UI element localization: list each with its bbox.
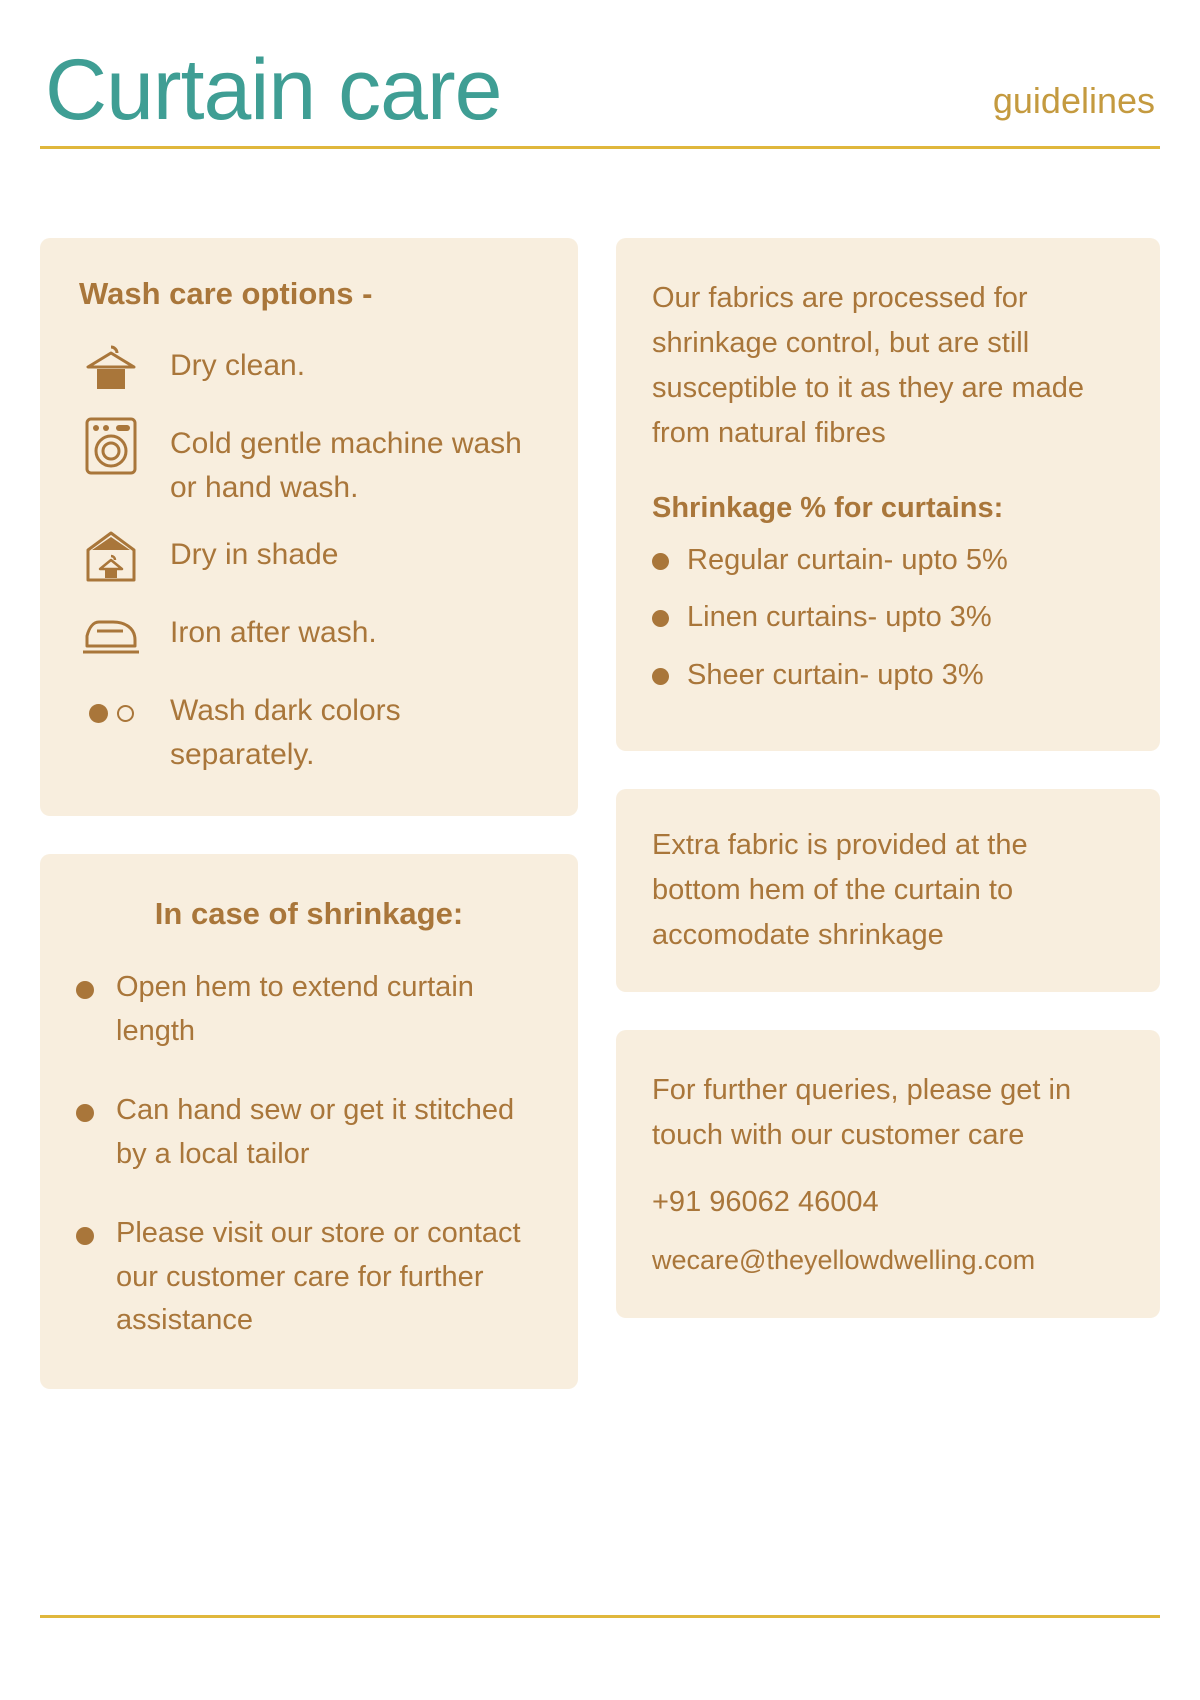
- page-title: Curtain care: [45, 42, 502, 138]
- list-item: [652, 596, 1124, 640]
- left-column: [40, 238, 578, 1389]
- shrinkage-bullet-list: [76, 966, 542, 1343]
- list-item: [74, 605, 544, 665]
- shrinkage-card: [40, 854, 578, 1389]
- two-dots-icon: [74, 683, 148, 743]
- list-item: [76, 1212, 542, 1343]
- fabric-info-card: [616, 238, 1160, 751]
- list-item: [74, 416, 544, 509]
- list-item: [652, 539, 1124, 583]
- shrinkage-heading: In case of shrinkage:: [154, 896, 464, 931]
- fabric-paragraph: Our fabrics are processed for shrinkage control, but are still susceptible to it as they are made from natural fibres: [652, 282, 1085, 449]
- light-color-dot: [117, 705, 134, 722]
- list-item-label: Dry in shade: [170, 538, 339, 571]
- list-item-label: Iron after wash.: [170, 616, 377, 649]
- contact-card: [616, 1030, 1160, 1318]
- wash-care-heading: Wash care options -: [79, 276, 373, 311]
- bullet-icon: [652, 668, 669, 685]
- list-item-label: Cold gentle machine wash or hand wash.: [170, 427, 522, 504]
- list-item-label: Dry clean.: [170, 349, 306, 382]
- list-item-label: Regular curtain- upto 5%: [687, 543, 1008, 576]
- list-item: [652, 654, 1124, 698]
- list-item-label: Can hand sew or get it stitched by a local tailor: [116, 1094, 515, 1170]
- contact-phone[interactable]: +91 96062 46004: [652, 1185, 879, 1218]
- page-header: [40, 0, 1160, 170]
- list-item-label: Linen curtains- upto 3%: [687, 601, 992, 634]
- list-item-label: Sheer curtain- upto 3%: [687, 658, 984, 691]
- bullet-icon: [652, 553, 669, 570]
- wash-care-list: [74, 338, 544, 776]
- contact-email[interactable]: wecare@theyellowdwelling.com: [652, 1244, 1036, 1275]
- contact-text: For further queries, please get in touch with our customer care: [652, 1074, 1072, 1151]
- bullet-icon: [76, 981, 94, 999]
- header-divider: [40, 146, 1160, 149]
- extra-fabric-card: [616, 789, 1160, 992]
- bullet-icon: [652, 610, 669, 627]
- dark-color-dot: [89, 704, 108, 723]
- bullet-icon: [76, 1104, 94, 1122]
- list-item-label: Open hem to extend curtain length: [116, 971, 474, 1047]
- right-column: [616, 238, 1160, 1389]
- list-item: [74, 338, 544, 398]
- list-item: [74, 683, 544, 776]
- list-item: [76, 1089, 542, 1176]
- footer-divider: [40, 1615, 1160, 1618]
- washing-machine-icon: [74, 416, 148, 476]
- bullet-icon: [76, 1227, 94, 1245]
- page-subtitle: guidelines: [992, 79, 1155, 121]
- list-item-label: Wash dark colors separately.: [170, 694, 401, 771]
- content-grid: [40, 238, 1160, 1389]
- extra-fabric-text: Extra fabric is provided at the bottom hem of the curtain to accomodate shrinkage: [652, 829, 1028, 952]
- list-item-label: Please visit our store or contact our customer care for further assistance: [116, 1217, 521, 1336]
- list-item: [76, 966, 542, 1053]
- shrinkage-percent-list: [652, 539, 1124, 698]
- list-item: [74, 527, 544, 587]
- shrinkage-percent-heading: Shrinkage % for curtains:: [652, 491, 1004, 524]
- header-row: [40, 42, 1160, 138]
- wash-care-card: [40, 238, 578, 816]
- iron-icon: [74, 605, 148, 665]
- dry-in-shade-icon: [74, 527, 148, 587]
- hanger-icon: [74, 338, 148, 398]
